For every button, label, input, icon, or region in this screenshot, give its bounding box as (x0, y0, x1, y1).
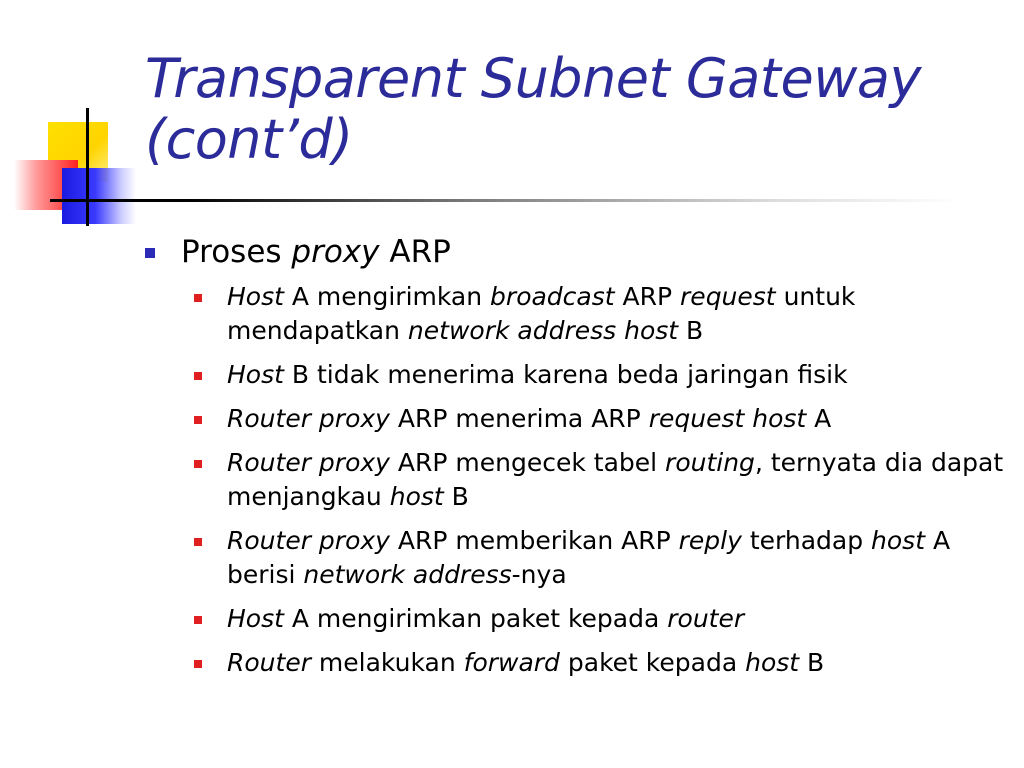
text-run: terhadap (741, 526, 872, 555)
square-bullet-icon (194, 416, 202, 424)
slide-title (145, 48, 1005, 170)
italic-term: network address (303, 560, 512, 589)
text-run: A (806, 404, 832, 433)
sub-bullet-item (194, 402, 1005, 436)
sub-bullet-item (194, 446, 1005, 514)
text-run: ARP memberikan ARP (389, 526, 679, 555)
sub-bullet-text (227, 446, 1005, 514)
italic-term: host (745, 648, 800, 677)
sub-bullet-item (194, 524, 1005, 592)
italic-term: routing (665, 448, 755, 477)
square-bullet-icon (194, 294, 202, 302)
text-run: B (443, 482, 469, 511)
title-underline (50, 199, 960, 202)
sub-bullet-text (227, 602, 1005, 636)
text-run: A berisi (227, 526, 951, 589)
text-run: -nya (511, 560, 567, 589)
italic-term: network address host (407, 316, 679, 345)
main-bullet (145, 232, 1005, 272)
sub-bullet-item (194, 602, 1005, 636)
italic-term: Router (227, 648, 311, 677)
main-bullet-post: ARP (379, 234, 451, 270)
sub-bullet-text (227, 646, 1005, 680)
logo-blue-square (62, 168, 136, 224)
italic-term: router (667, 604, 745, 633)
text-run: B (799, 648, 825, 677)
sub-bullet-item (194, 280, 1005, 348)
italic-term: Router proxy (227, 404, 390, 433)
italic-term: forward (463, 648, 560, 677)
italic-term: Router proxy (227, 448, 390, 477)
slide-title-line1: Transparent Subnet Gateway (145, 47, 921, 110)
italic-term: host (871, 526, 925, 555)
sub-bullet-text (227, 524, 1005, 592)
text-run: ARP mengecek tabel (389, 448, 666, 477)
text-run: A mengirimkan paket kepada (283, 604, 668, 633)
text-run: untuk mendapatkan (227, 282, 856, 345)
logo-vertical-line (86, 108, 89, 226)
square-bullet-icon (145, 248, 155, 258)
sub-bullet-item (194, 358, 1005, 392)
square-bullet-icon (194, 616, 202, 624)
square-bullet-icon (194, 372, 202, 380)
text-run: paket kepada (559, 648, 746, 677)
italic-term: reply (678, 526, 742, 555)
italic-term: Router proxy (227, 526, 390, 555)
sub-bullet-text (227, 280, 1005, 348)
sub-bullet-text (227, 402, 1005, 436)
square-bullet-icon (194, 660, 202, 668)
italic-term: request host (648, 404, 807, 433)
main-bullet-text (181, 232, 451, 272)
italic-term: Host (227, 360, 284, 389)
slide-content (145, 232, 1005, 690)
italic-term: request (680, 282, 776, 311)
text-run: B (678, 316, 704, 345)
text-run: A mengirimkan (283, 282, 491, 311)
sub-bullet-text (227, 358, 1005, 392)
text-run: ARP (614, 282, 681, 311)
text-run: melakukan (310, 648, 464, 677)
sub-bullet-item (194, 646, 1005, 680)
square-bullet-icon (194, 460, 202, 468)
italic-term: Host (227, 604, 284, 633)
slide-title-line2: (cont’d) (145, 108, 353, 171)
italic-term: Host (227, 282, 284, 311)
text-run: ARP menerima ARP (389, 404, 649, 433)
main-bullet-italic: proxy (291, 234, 380, 270)
sub-bullet-list (194, 280, 1005, 680)
square-bullet-icon (194, 538, 202, 546)
main-bullet-pre: Proses (181, 234, 292, 270)
text-run: , ternyata dia dapat menjangkau (227, 448, 1004, 511)
text-run: B tidak menerima karena beda jaringan fisik (283, 360, 848, 389)
italic-term: broadcast (490, 282, 615, 311)
italic-term: host (389, 482, 444, 511)
